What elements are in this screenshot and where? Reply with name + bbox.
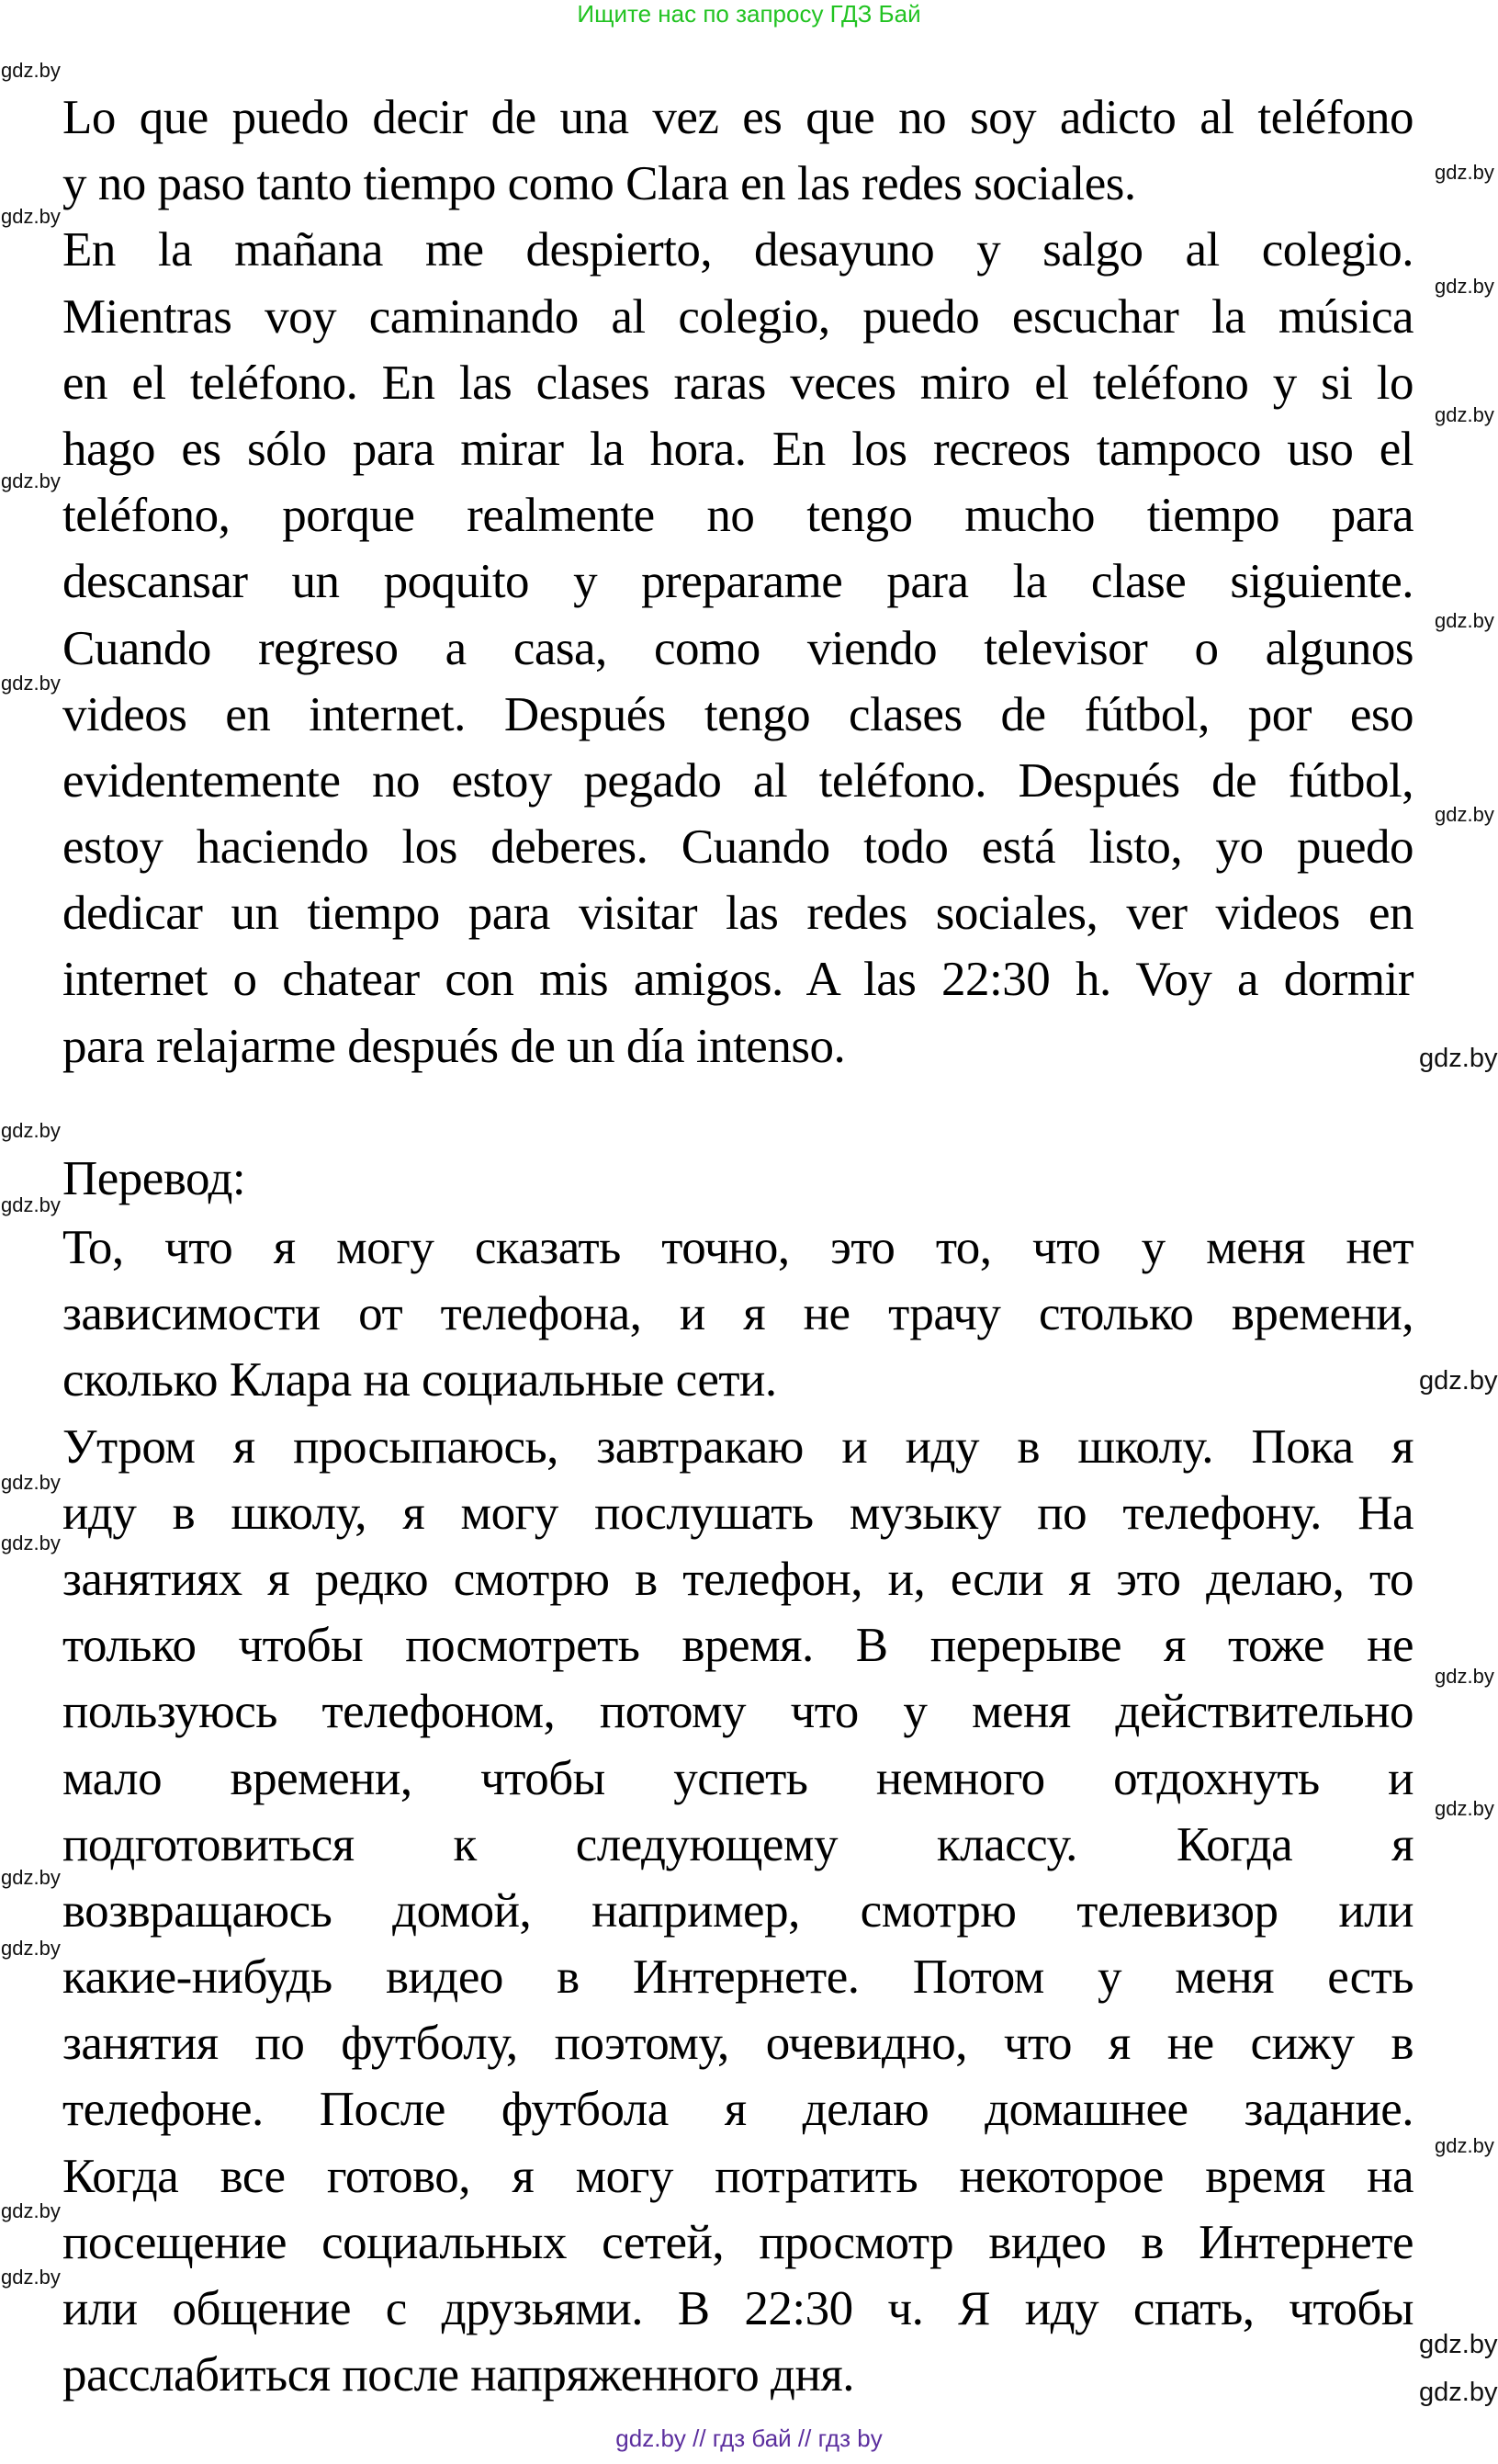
watermark: gdz.by xyxy=(1435,2134,1494,2157)
watermark: gdz.by xyxy=(1435,609,1494,632)
text-line: para relajarme después de un día intenso. xyxy=(62,1019,846,1073)
text-line: сколько Клара на социальные сети. xyxy=(62,1353,777,1407)
text-line: расслабиться после напряженного дня. xyxy=(62,2348,855,2402)
translation-heading xyxy=(62,1146,1414,1212)
text-line: evidentemente no estoy pegado al teléfono. Después de fútbol, xyxy=(62,753,1414,808)
translation-heading-text: Перевод: xyxy=(62,1152,246,1205)
watermark: gdz.by xyxy=(1419,2330,1498,2359)
spanish-text xyxy=(62,85,1414,1079)
watermark: gdz.by xyxy=(1435,275,1494,298)
watermark: gdz.by xyxy=(1,469,61,492)
watermark: gdz.by xyxy=(1435,803,1494,826)
text-line: Mientras voy caminando al colegio, puedo escuchar la música xyxy=(62,289,1414,344)
text-line: или общение с друзьями. В 22:30 ч. Я иду спать, чтобы xyxy=(62,2282,1414,2335)
text-line: телефоне. После футбола я делаю домашнее задание. xyxy=(62,2083,1414,2137)
text-line: иду в школу, я могу послушать музыку по телефону. На xyxy=(62,1486,1414,1540)
text-line: подготовиться к следующему классу. Когда я xyxy=(62,1817,1414,1871)
watermark: gdz.by xyxy=(1435,161,1494,184)
footer-links: gdz.by // гдз бай // гдз by xyxy=(615,2424,883,2452)
text-line: занятиях я редко смотрю в телефон, и, если я это делаю, то xyxy=(62,1552,1414,1606)
text-line: descansar un poquito y preparame para la clase siguiente. xyxy=(62,555,1414,609)
watermark: gdz.by xyxy=(1435,1797,1494,1820)
text-line: Утром я просыпаюсь, завтракаю и иду в школу. Пока я xyxy=(62,1419,1414,1474)
text-line: Lo que puedo decir de una vez es que no soy adicto al teléfono xyxy=(62,91,1414,144)
text-line: dedicar un tiempo para visitar las redes sociales, ver videos en xyxy=(62,887,1414,941)
text-line: пользуюсь телефоном, потому что у меня действительно xyxy=(62,1685,1414,1739)
watermark: gdz.by xyxy=(1,205,61,228)
watermark: gdz.by xyxy=(1435,1665,1494,1688)
text-line: занятия по футболу, поэтому, очевидно, что я не сижу в xyxy=(62,2017,1414,2071)
watermark: gdz.by xyxy=(1419,1044,1498,1073)
watermark: gdz.by xyxy=(1435,403,1494,426)
text-line: teléfono, porque realmente no tengo mucho tiempo para xyxy=(62,489,1414,543)
text-line: какие-нибудь видео в Интернете. Потом у меня есть xyxy=(62,1950,1414,2005)
text-line: То, что я могу сказать точно, это то, что у меня нет xyxy=(62,1221,1414,1274)
text-line: estoy haciendo los deberes. Cuando todo está listo, yo puedo xyxy=(62,820,1414,875)
watermark: gdz.by xyxy=(1,2199,61,2222)
watermark: gdz.by xyxy=(1,1866,61,1889)
text-line: зависимости от телефона, и я не трачу столько времени, xyxy=(62,1287,1414,1341)
watermark: gdz.by xyxy=(1,59,61,82)
text-line: videos en internet. Después tengo clases de fútbol, por eso xyxy=(62,687,1414,741)
watermark: gdz.by xyxy=(1419,2378,1498,2407)
text-line: Когда все готово, я могу потратить некоторое время на xyxy=(62,2149,1414,2203)
watermark: gdz.by xyxy=(1,672,61,695)
text-line: возвращаюсь домой, например, смотрю телевизор или xyxy=(62,1883,1414,1938)
text-line: мало времени, чтобы успеть немного отдохнуть и xyxy=(62,1751,1414,1805)
text-line: internet o chatear con mis amigos. A las 22:30 h. Voy a dormir xyxy=(62,953,1414,1007)
russian-text xyxy=(62,1215,1414,2408)
watermark: gdz.by xyxy=(1,2266,61,2289)
text-line: y no paso tanto tiempo como Clara en las redes sociales. xyxy=(62,157,1136,211)
text-line: посещение социальных сетей, просмотр видео в Интернете xyxy=(62,2215,1414,2269)
text-line: Cuando regreso a casa, como viendo televisor o algunos xyxy=(62,621,1414,675)
watermark: gdz.by xyxy=(1419,1366,1498,1396)
text-line: en el teléfono. En las clases raras veces miro el teléfono y si lo xyxy=(62,356,1414,410)
text-line: En la mañana me despierto, desayuno y salgo al colegio. xyxy=(62,223,1414,277)
watermark: gdz.by xyxy=(1,1471,61,1494)
watermark: gdz.by xyxy=(1,1119,61,1142)
header-banner: Ищите нас по запросу ГДЗ Бай xyxy=(577,0,921,28)
watermark: gdz.by xyxy=(1,1193,61,1216)
watermark: gdz.by xyxy=(1,1937,61,1960)
text-line: hago es sólo para mirar la hora. En los recreos tampoco uso el xyxy=(62,422,1414,476)
text-line: только чтобы посмотреть время. В перерыве я тоже не xyxy=(62,1619,1414,1673)
watermark: gdz.by xyxy=(1,1532,61,1554)
